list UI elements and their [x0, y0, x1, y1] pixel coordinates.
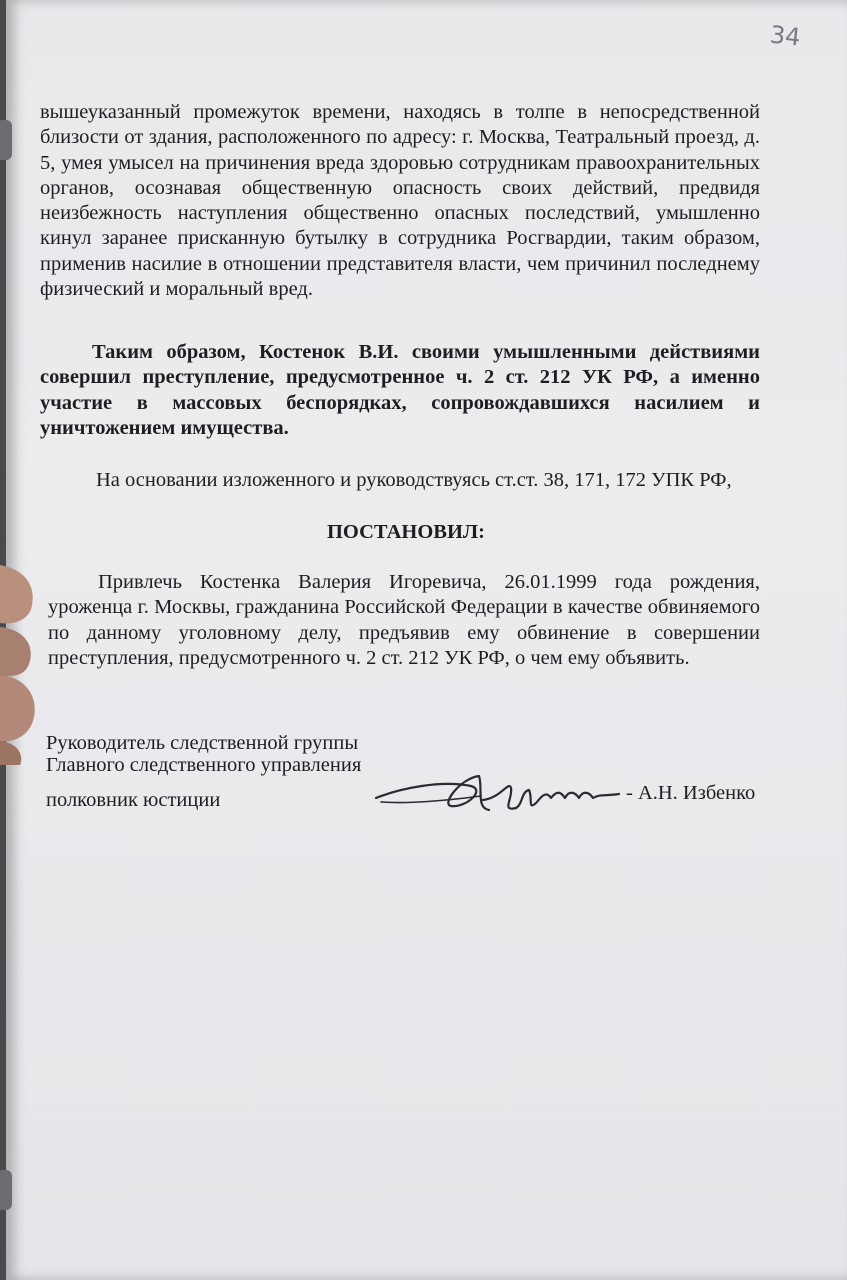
paragraph-facts: вышеуказанный промежуток времени, находясь в толпе в непосредственной близости от здания, расположенного по адресу: г. Москва, Театральный проезд, д. 5, умея умысел на причинения вреда здоровью сотрудникам правоохранительных органов, осознавая общественную опасность своих действий, предвидя неизбежность наступления общественно опасных последствий, умышленно кинул заранее присканную бутылку в сотрудника Росгвардии, таким образом, применив насилие в отношении представителя власти, чем причинил последнему физический и моральный вред. — [40, 101, 760, 301]
signatory-rank: полковник юстиции — [46, 789, 221, 811]
paragraph-legal-basis: На основании изложенного и руководствуясь ст.ст. 38, 171, 172 УПК РФ, — [96, 469, 732, 491]
document-page — [6, 0, 847, 1280]
paragraph-conclusion: Таким образом, Костенок В.И. своими умышленными действиями совершил преступление, предусмотренное ч. 2 ст. 212 УК РФ, а именно участие в массовых беспорядках, сопровождавшихся насилием и уничтожением имущества. — [40, 341, 760, 439]
resolution-heading: ПОСТАНОВИЛ: — [326, 521, 485, 543]
handwritten-signature — [371, 768, 631, 828]
thumb-holding-page — [0, 565, 44, 765]
binder-edge-bottom — [0, 1170, 12, 1210]
handwritten-page-number: 34 — [768, 20, 802, 52]
paragraph-resolution: Привлечь Костенка Валерия Игоревича, 26.01.1999 года рождения, уроженца г. Москвы, гражданина Российской Федерации в качестве обвиняемого по данному уголовному делу, предъявив ему обвинение в совершении преступления, предусмотренного ч. 2 ст. 212 УК РФ, о чем ему объявить. — [48, 571, 760, 669]
signatory-name: - А.Н. Избенко — [626, 782, 756, 804]
signatory-role-line1: Руководитель следственной группы — [46, 732, 359, 754]
signatory-role-line2: Главного следственного управления — [46, 754, 362, 776]
binder-edge-top — [0, 120, 12, 160]
